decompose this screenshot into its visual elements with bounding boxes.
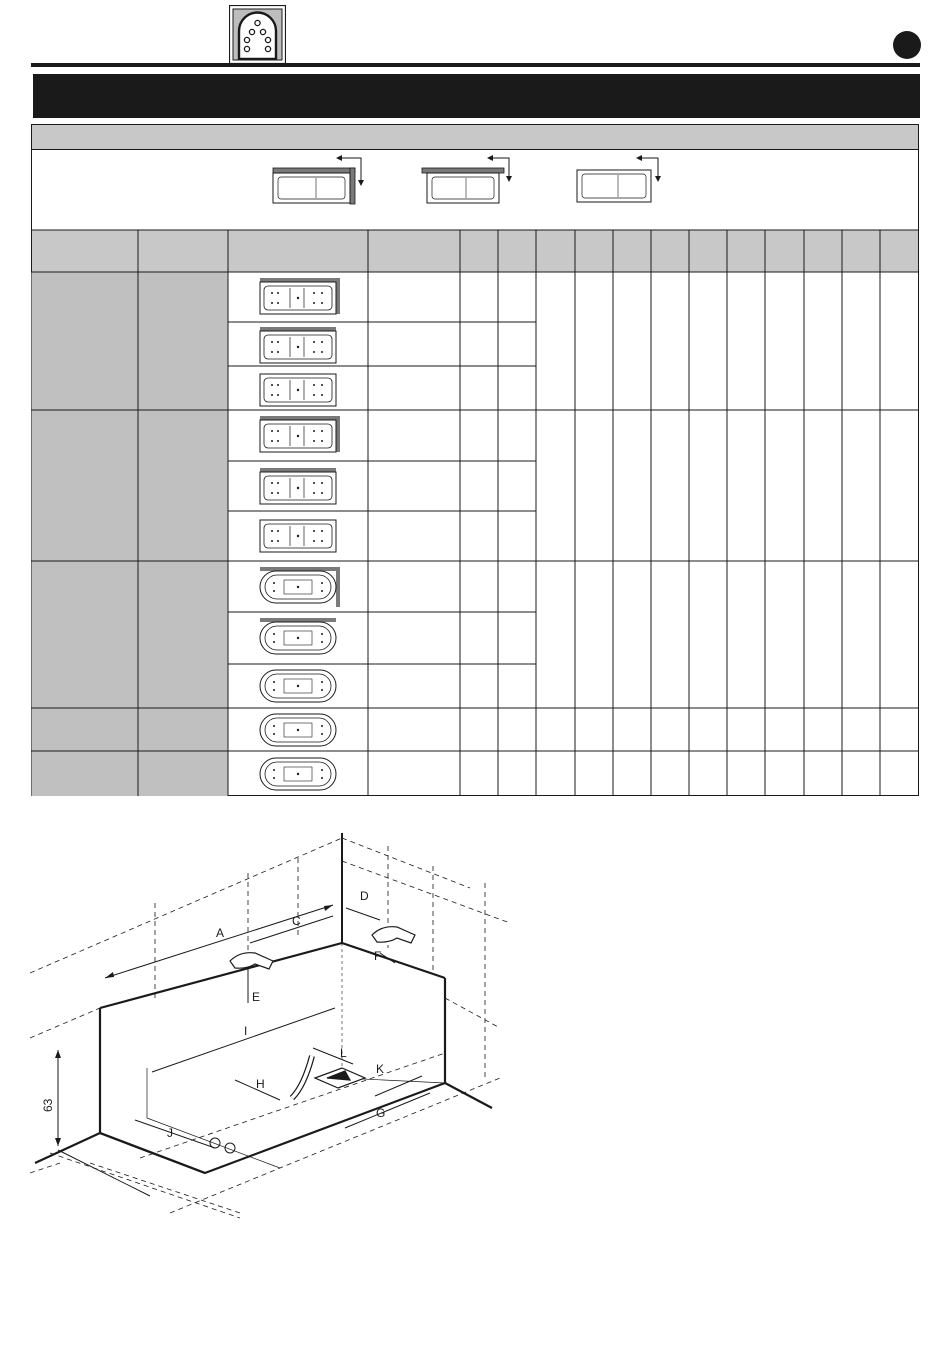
tub-thumbnail-row-6 (260, 520, 336, 552)
tub-thumbnail-row-3 (260, 374, 336, 406)
header-rule (31, 63, 920, 67)
tub-thumbnail-row-9 (260, 670, 336, 702)
installation-dimension-diagram (30, 828, 530, 1228)
tub-thumbnail-row-8 (260, 618, 336, 654)
dim-label-j: J (167, 1126, 173, 1140)
dim-label-a: A (216, 926, 225, 940)
dim-label-l: L (340, 1046, 347, 1060)
bathtub-logo-icon (229, 5, 286, 64)
tub-thumbnail-row-11 (260, 758, 336, 790)
page-marker-dot (893, 31, 921, 59)
dim-label-i: I (244, 1024, 248, 1038)
dim-label-f: F (374, 949, 382, 963)
dim-label-g: G (376, 1106, 386, 1120)
dim-label-e: E (252, 990, 261, 1004)
tub-thumbnail-row-10 (260, 714, 336, 746)
tub-thumbnail-row-5 (260, 468, 336, 504)
dim-label-c: C (292, 914, 301, 928)
dim-label-d: D (360, 889, 369, 903)
tub-thumbnail-row-7 (260, 567, 340, 607)
title-band (33, 74, 920, 118)
tub-thumbnail-row-4 (260, 416, 340, 452)
dim-label-h: H (256, 1077, 265, 1091)
spec-table (31, 124, 919, 796)
tub-thumbnail-row-2 (260, 327, 336, 363)
tub-thumbnail-row-1 (260, 278, 340, 314)
dim-height-value: 63 (41, 1098, 55, 1112)
dim-label-k: K (376, 1062, 385, 1076)
